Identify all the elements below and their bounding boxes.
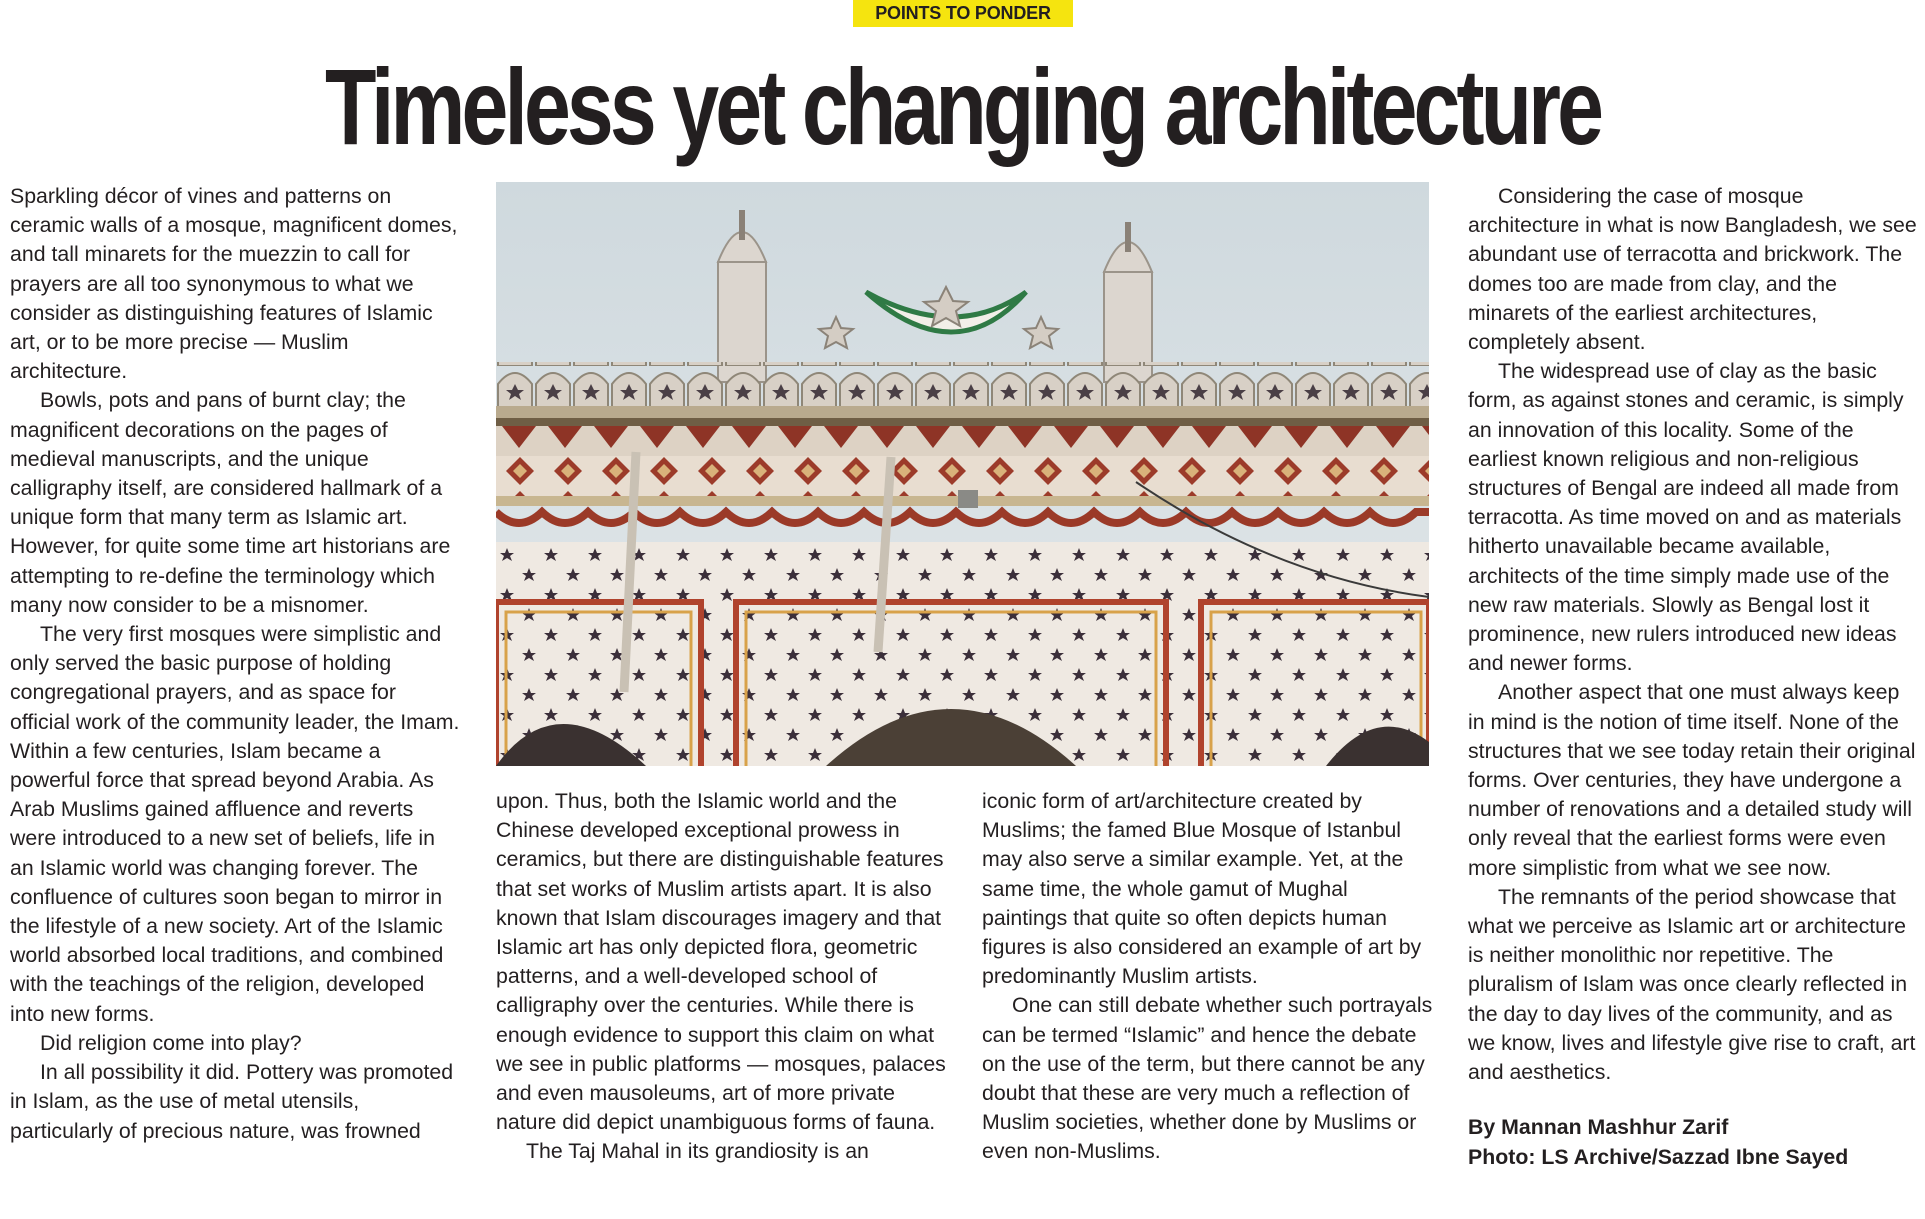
paragraph: In all possibility it did. Pottery was promoted in Islam, as the use of metal utensils, particularly of precious nature, was frowned bbox=[10, 1060, 454, 1143]
photo-credit: Photo: LS Archive/Sazzad Ibne Sayed bbox=[1468, 1144, 1849, 1169]
article-column-3 bbox=[982, 787, 1434, 1167]
paragraph: iconic form of art/architecture created by Muslims; the famed Blue Mosque of Istanbul may also serve a similar example. Yet, at the same time, the whole gamut of Mughal paintings that quite so often depicts human figures is also considered an example of art by predominantly Muslim artists. bbox=[982, 789, 1422, 989]
paragraph: Considering the case of mosque architecture in what is now Bangladesh, we see abundant use of terracotta and brickwork. The domes too are made from clay, and the minarets of the earliest architectures, completely absent. bbox=[1468, 184, 1917, 355]
section-kicker: POINTS TO PONDER bbox=[853, 0, 1073, 27]
paragraph: The widespread use of clay as the basic form, as against stones and ceramic, is simply an innovation of this locality. Some of the earliest known religious and non-religious structures of Bengal are indeed all made from terracotta. As time moved on and as materials hitherto unavailable became available, architects of the time simply made use of the new raw materials. Slowly as Bengal lost it prominence, new rulers introduced new ideas and newer forms. bbox=[1468, 359, 1904, 676]
paragraph: The Taj Mahal in its grandiosity is an bbox=[526, 1139, 869, 1164]
article-column-4 bbox=[1468, 182, 1918, 1172]
mosque-photo bbox=[496, 182, 1429, 766]
paragraph: Bowls, pots and pans of burnt clay; the magnificent decorations on the pages of medieval manuscripts, and the unique calligraphy itself, are considered hallmark of a unique form that many term as Islamic art. However, for quite some time art historians are attempting to re-define the terminology which many now consider to be a misnomer. bbox=[10, 388, 451, 617]
article-column-2 bbox=[496, 787, 948, 1167]
paragraph: upon. Thus, both the Islamic world and the Chinese developed exceptional prowess in ceramics, but there are distinguishable features that set works of Muslim artists apart. It is also known that Islam discourages imagery and that Islamic art has only depicted flora, geometric patterns, and a well-developed school of calligraphy over the centuries. While there is enough evidence to support this claim on what we see in public platforms — mosques, palaces and even mausoleums, art of more private nature did depict unambiguous forms of fauna. bbox=[496, 789, 946, 1135]
author-byline: By Mannan Mashhur Zarif bbox=[1468, 1115, 1729, 1140]
article-column-1 bbox=[10, 182, 460, 1146]
paragraph: One can still debate whether such portrayals can be termed “Islamic” and hence the debate on the use of the term, but there cannot be any doubt that these are very much a reflection of Muslim societies, whether done by Muslims or even non-Muslims. bbox=[982, 993, 1433, 1164]
paragraph: The very first mosques were simplistic and only served the basic purpose of holding congregational prayers, and as space for official work of the community leader, the Imam. Within a few centuries, Islam became a powerful force that spread beyond Arabia. As Arab Muslims gained affluence and reverts were introduced to a new set of beliefs, life in an Islamic world was changing forever. The confluence of cultures soon began to mirror in the lifestyle of a new society. Art of the Islamic world absorbed local traditions, and combined with the teachings of the religion, developed into new forms. bbox=[10, 622, 460, 1026]
paragraph: Another aspect that one must always keep in mind is the notion of time itself. None of the structures that we see today retain their original forms. Over centuries, they have undergone a number of renovations and a detailed study will only reveal that the earliest forms were even more simplistic from what we see now. bbox=[1468, 680, 1916, 880]
paragraph: Did religion come into play? bbox=[40, 1030, 302, 1055]
paragraph: Sparkling décor of vines and patterns on ceramic walls of a mosque, magnificent domes, and tall minarets for the muezzin to call for prayers are all too synonymous to what we consider as distinguishing features of Islamic art, or to be more precise — Muslim architecture. bbox=[10, 184, 458, 384]
article-headline: Timeless yet changing architecture bbox=[324, 46, 1601, 167]
paragraph: The remnants of the period showcase that what we perceive as Islamic art or architecture is neither monolithic nor repetitive. The pluralism of Islam was once clearly reflected in the day to day lives of the community, and as we know, lives and lifestyle give rise to craft, art and aesthetics. bbox=[1468, 884, 1916, 1085]
